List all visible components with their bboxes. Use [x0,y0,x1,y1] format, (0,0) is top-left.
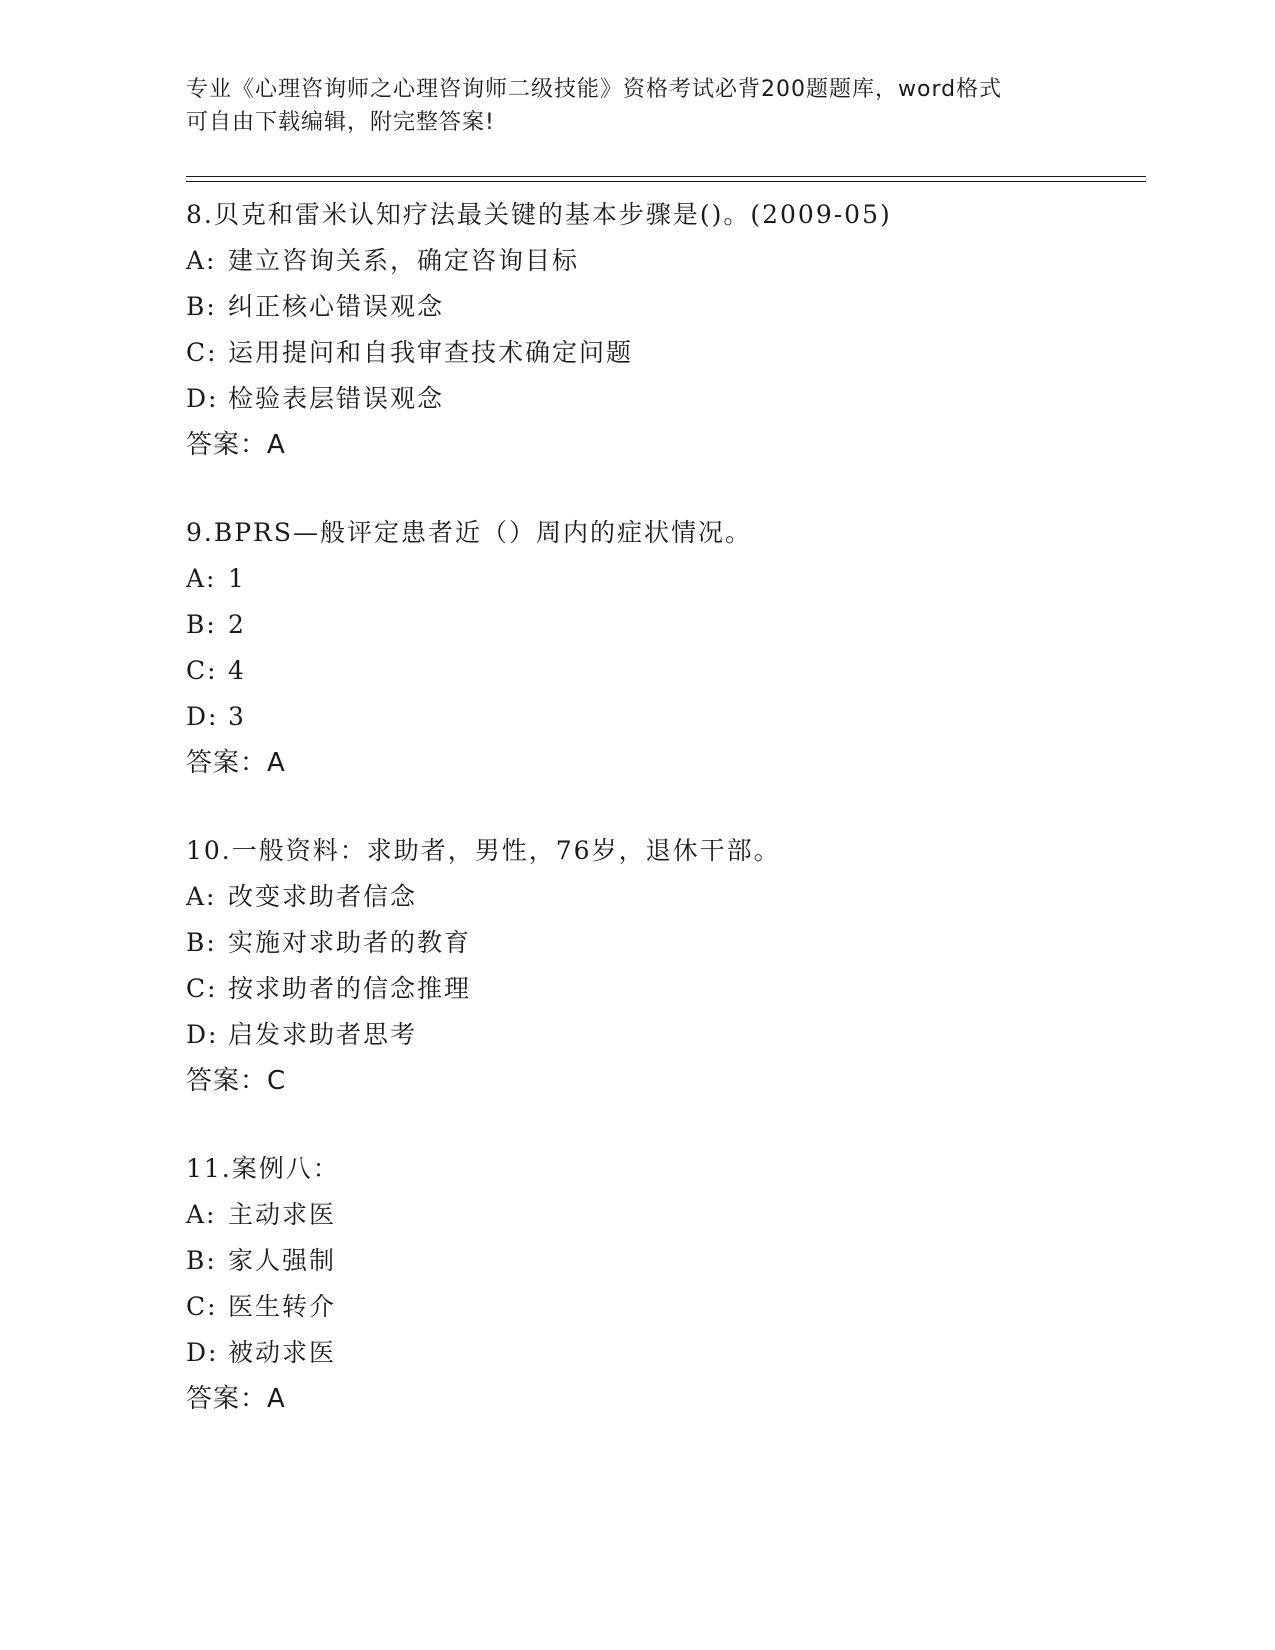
question-title: 9.BPRS—般评定患者近（）周内的症状情况。 [186,518,752,547]
option-key: C: [186,656,218,685]
option-a [186,238,1146,284]
option-key: A: [186,882,217,911]
option-key: B: [186,610,217,639]
option-text: 医生转介 [228,1292,337,1321]
header-divider-top [186,176,1146,177]
header-line-2: 可自由下载编辑，附完整答案! [186,110,495,135]
option-a [186,556,1146,602]
option-key: B: [186,928,217,957]
option-c [186,1284,1146,1330]
option-text: 建立咨询关系，确定咨询目标 [228,246,580,275]
option-text: 1 [228,564,246,593]
question-title: 10.一般资料：求助者，男性，76岁，退休干部。 [186,836,781,865]
option-text: 启发求助者思考 [228,1020,418,1049]
option-b [186,920,1146,966]
header-line-1: 专业《心理咨询师之心理咨询师二级技能》资格考试必背200题题库，word格式 [186,77,1003,102]
answer-line: 答案：A [186,748,286,778]
question-title: 11.案例八： [186,1154,340,1183]
option-text: 检验表层错误观念 [228,384,445,413]
answer-line: 答案：A [186,430,286,460]
option-text: 主动求医 [228,1200,337,1229]
option-key: D: [186,384,219,413]
option-b [186,284,1146,330]
option-c [186,966,1146,1012]
option-a [186,1192,1146,1238]
option-text: 纠正核心错误观念 [228,292,445,321]
question-item [186,192,1146,468]
option-text: 家人强制 [228,1246,337,1275]
option-key: D: [186,1338,219,1367]
option-text: 改变求助者信念 [228,882,418,911]
option-b [186,1238,1146,1284]
option-d [186,694,1146,740]
option-d [186,1012,1146,1058]
option-key: A: [186,564,217,593]
document-header [186,73,1086,139]
option-key: C: [186,1292,218,1321]
option-text: 3 [228,702,246,731]
question-title: 8.贝克和雷米认知疗法最关键的基本步骤是()。(2009-05) [186,200,892,229]
question-item [186,1146,1146,1422]
answer-line: 答案：A [186,1384,286,1414]
question-list [186,192,1146,1464]
option-key: A: [186,246,217,275]
option-text: 实施对求助者的教育 [228,928,472,957]
option-key: D: [186,1020,219,1049]
header-divider-bottom [186,181,1146,182]
option-c [186,330,1146,376]
option-key: B: [186,292,217,321]
option-key: D: [186,702,219,731]
option-c [186,648,1146,694]
answer-line: 答案：C [186,1066,287,1096]
option-text: 运用提问和自我审查技术确定问题 [228,338,634,367]
option-text: 被动求医 [228,1338,337,1367]
option-d [186,1330,1146,1376]
question-item [186,828,1146,1104]
question-item [186,510,1146,786]
option-key: B: [186,1246,217,1275]
option-a [186,874,1146,920]
option-key: C: [186,974,218,1003]
option-key: C: [186,338,218,367]
option-key: A: [186,1200,217,1229]
option-d [186,376,1146,422]
option-b [186,602,1146,648]
option-text: 2 [228,610,246,639]
option-text: 4 [228,656,246,685]
option-text: 按求助者的信念推理 [228,974,472,1003]
